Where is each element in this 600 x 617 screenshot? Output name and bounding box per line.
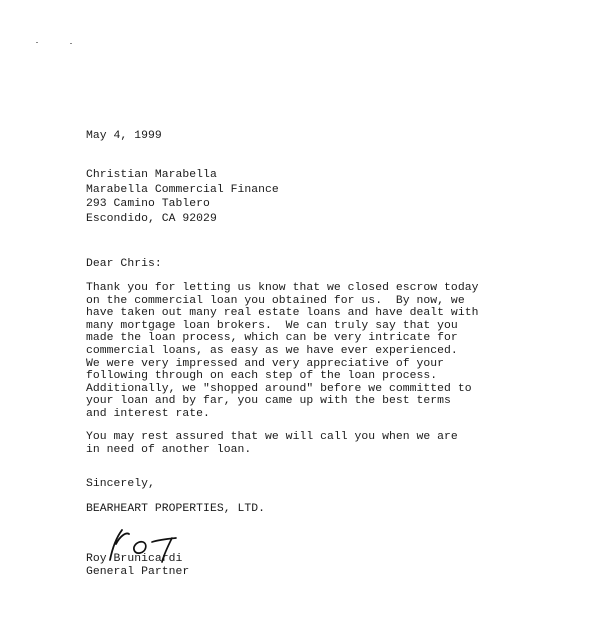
paragraph-line: made the loan process, which can be very intricate for bbox=[86, 332, 458, 345]
paragraph-line: many mortgage loan brokers. We can truly say that you bbox=[86, 319, 458, 332]
scan-specks bbox=[36, 42, 76, 46]
recipient-company: Marabella Commercial Finance bbox=[86, 183, 279, 196]
recipient-city-state-zip: Escondido, CA 92029 bbox=[86, 212, 217, 225]
paragraph-line: Thank you for letting us know that we closed escrow today bbox=[86, 282, 479, 294]
paragraph-line: in need of another loan. bbox=[86, 443, 252, 456]
paragraph-line: You may rest assured that we will call you when we are bbox=[86, 431, 458, 443]
recipient-street: 293 Camino Tablero bbox=[86, 198, 210, 211]
signer-title: General Partner bbox=[86, 566, 190, 578]
scan-speck bbox=[70, 43, 72, 44]
body-paragraph-1 bbox=[86, 282, 478, 421]
paragraph-line: commercial loans, as easy as we have ever experienced. bbox=[86, 344, 458, 357]
salutation: Dear Chris: bbox=[86, 258, 162, 270]
paragraph-line: and interest rate. bbox=[86, 407, 210, 420]
scan-speck bbox=[36, 42, 38, 43]
recipient-name: Christian Marabella bbox=[86, 169, 217, 181]
signer-name: Roy Brunicardi bbox=[86, 553, 183, 565]
signature-stroke-o bbox=[134, 542, 146, 553]
body-paragraph-2 bbox=[86, 431, 458, 456]
closing: Sincerely, bbox=[86, 478, 155, 490]
paragraph-line: We were very impressed and very appreciative of your bbox=[86, 357, 445, 370]
paragraph-line: have taken out many real estate loans and have dealt with bbox=[86, 307, 479, 320]
paragraph-line: following through on each step of the loan process. bbox=[86, 370, 438, 383]
paragraph-line: Additionally, we "shopped around" before we committed to bbox=[86, 382, 472, 395]
sender-company: BEARHEART PROPERTIES, LTD. bbox=[86, 503, 266, 515]
recipient-address bbox=[86, 168, 279, 226]
paragraph-line: your loan and by far, you came up with the best terms bbox=[86, 395, 451, 408]
letter-date: May 4, 1999 bbox=[86, 130, 162, 142]
paragraph-line: on the commercial loan you obtained for us. By now, we bbox=[86, 294, 465, 307]
